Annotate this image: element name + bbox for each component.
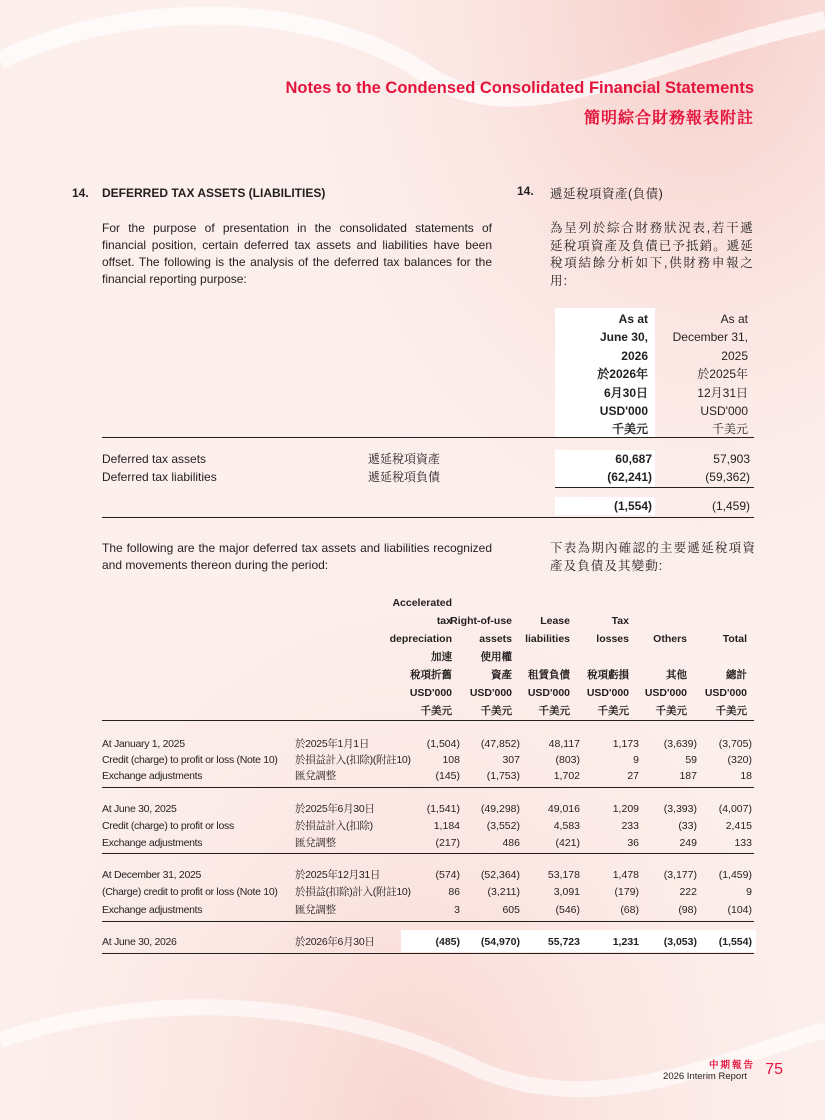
table-row: (Charge) credit to profit or loss (Note 10) 於損益(扣除)計入(附註10) 86 (3,211) 3,091 (179) 222 9 [102,886,752,898]
column-header-total: Total 總計 USD'000 千美元 [704,633,747,717]
intro-paragraph-en: For the purpose of presentation in the consolidated statements of financial position, certain deferred tax assets and liabilities have been offset. The following is the analysis of the deferred tax balances for the financial reporting purpose: [102,221,492,286]
group-rule [102,787,754,788]
footer-report-en: 2026 Interim Report [663,1071,747,1082]
table-row: Deferred tax liabilities 遞延稅項負債 (62,241) (59,362) [102,470,750,484]
movement-paragraph-en: The following are the major deferred tax assets and liabilities recognized and movements thereon during the period: [102,541,492,572]
column-header-lease-liabilities: Lease liabilities 租賃負債 USD'000 千美元 [525,615,570,717]
page-header-title-en: Notes to the Condensed Consolidated Financial Statements [285,79,754,97]
balance-header-prior: As at December 31, 2025 於2025年 12月31日 USD'000 千美元 [672,312,748,437]
table-row: Exchange adjustments 匯兌調整 (217) 486 (421) 36 249 133 [102,837,752,849]
column-header-tax-losses: Tax losses 稅項虧損 USD'000 千美元 [586,615,629,717]
section-title-zh: 遞延稅項資產(負債) [550,187,664,201]
table-row: At January 1, 2025 於2025年1月1日 (1,504) (47,852) 48,117 1,173 (3,639) (3,705) [102,738,752,750]
table-row: Deferred tax assets 遞延稅項資產 60,687 57,903 [102,452,750,466]
movement-header-rule [102,720,754,721]
intro-paragraph-zh: 為呈列於綜合財務狀況表,若干遞延稅項資產及負債已予抵銷。遞延稅項結餘分析如下,供財務申報之用: [550,221,755,288]
balance-header-rule [102,437,754,438]
section-number-zh: 14. [517,184,534,198]
table-row: Exchange adjustments 匯兌調整 (145) (1,753) 1,702 27 187 18 [102,770,752,782]
final-balance-row: At June 30, 2026 於2026年6月30日 (485) (54,970) 55,723 1,231 (3,053) (1,554) [102,936,752,948]
column-header-right-of-use: Right-of-use assets 使用權 資產 USD'000 千美元 [450,615,512,717]
footer-report-zh: 中期報告 [708,1060,755,1071]
group-rule [102,853,754,854]
table-row: Credit (charge) to profit or loss (Note 10) 於損益計入(扣除)(附註10) 108 307 (803) 9 59 (320) [102,754,752,766]
balance-total-row: (1,554) (1,459) [613,499,750,513]
table-row: Credit (charge) to profit or loss 於損益計入(扣除) 1,184 (3,552) 4,583 233 (33) 2,415 [102,820,752,832]
balance-subtotal-rule [555,487,754,488]
balance-total-rule [102,517,754,518]
page-header-title-zh: 簡明綜合財務報表附註 [583,110,754,127]
group-rule [102,921,754,922]
balance-header-current: As at June 30, 2026 於2026年 6月30日 USD'000 千美元 [597,312,648,437]
movement-paragraph-zh: 下表為期內確認的主要遞延稅項資產及負債及其變動: [550,541,756,573]
section-title-en: DEFERRED TAX ASSETS (LIABILITIES) [102,186,326,200]
table-row: At December 31, 2025 於2025年12月31日 (574) (52,364) 53,178 1,478 (3,177) (1,459) [102,869,752,881]
column-header-others: Others 其他 USD'000 千美元 [644,633,687,717]
final-rule [102,953,754,954]
column-header-accelerated-depreciation: Accelerated tax depreciation 加速 稅項折舊 USD'000 千美元 [389,597,452,717]
page-number: 75 [765,1061,783,1078]
table-row: At June 30, 2025 於2025年6月30日 (1,541) (49,298) 49,016 1,209 (3,393) (4,007) [102,803,752,815]
table-row: Exchange adjustments 匯兌調整 3 605 (546) (68) (98) (104) [102,904,752,916]
section-number-en: 14. [72,186,89,200]
